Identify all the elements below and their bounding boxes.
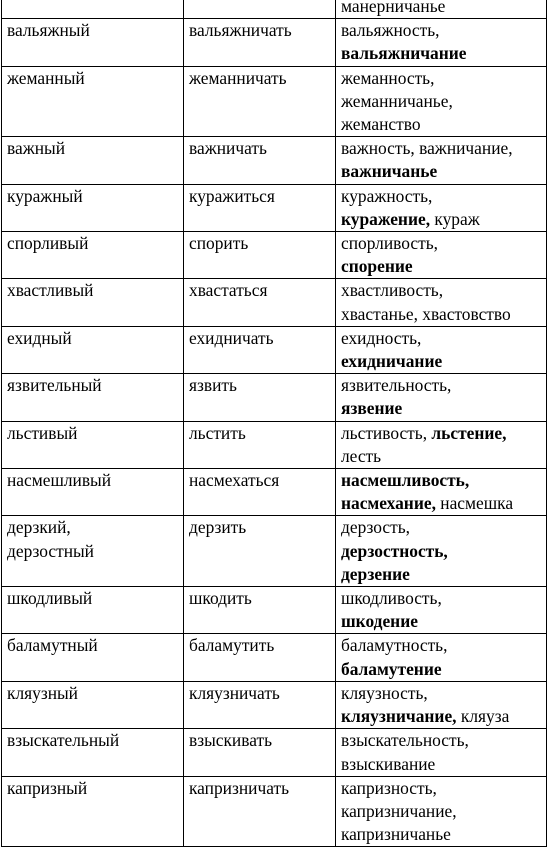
noun-line: [341, 350, 546, 373]
table-row: [2, 729, 547, 776]
verb-cell-line: жеманничать: [189, 67, 287, 88]
noun-line: [341, 587, 546, 610]
verb-cell: [184, 587, 336, 634]
verb-cell: [184, 634, 336, 681]
noun-line: [341, 563, 546, 586]
adjective-cell-line: язвительный: [7, 375, 102, 396]
adjective-cell-line: капризный: [7, 777, 88, 798]
noun-line: [341, 185, 546, 208]
table-row: [2, 587, 547, 634]
verb-cell-line: шкодить: [189, 588, 252, 609]
adjective-cell: [2, 279, 184, 326]
adjective-cell: [2, 137, 184, 184]
noun-bold: кляузничание,: [341, 706, 457, 727]
verb-cell-line: хвастаться: [189, 280, 268, 301]
verb-cell-line: баламутить: [189, 635, 275, 656]
noun-bold: насмешливость,: [341, 470, 470, 491]
noun-text: жеманничанье,: [341, 90, 453, 111]
noun-cell: [336, 66, 547, 137]
verb-cell-line: спорить: [189, 233, 249, 254]
noun-line: [341, 729, 546, 752]
verb-cell-line: куражиться: [189, 185, 275, 206]
noun-cell: [336, 19, 547, 66]
adjective-cell: [2, 66, 184, 137]
adjective-cell-line: ехидный: [7, 327, 72, 348]
noun-cell: [336, 729, 547, 776]
adjective-cell-line: баламутный: [7, 635, 98, 656]
adjective-cell-line: насмешливый: [7, 470, 112, 491]
noun-bold: куражение,: [341, 208, 431, 229]
noun-line: [341, 255, 546, 278]
noun-text: жеманство: [341, 114, 421, 135]
noun-cell: [336, 326, 547, 373]
verb-cell: [184, 0, 336, 19]
table-row: [2, 681, 547, 728]
noun-text: льстивость,: [341, 422, 432, 443]
noun-bold: насмехание,: [341, 493, 436, 514]
noun-line: [341, 800, 546, 823]
noun-line: [341, 90, 546, 113]
adjective-cell: [2, 232, 184, 279]
noun-bold: спорение: [341, 256, 413, 277]
verb-cell: [184, 326, 336, 373]
adjective-cell-line: дерзостный: [7, 540, 94, 561]
noun-line: [341, 232, 546, 255]
noun-bold: шкодение: [341, 611, 418, 632]
adjective-cell-line: шкодливый: [7, 588, 93, 609]
noun-line: [341, 303, 546, 326]
noun-text: лесть: [341, 445, 382, 466]
noun-line: [341, 208, 546, 231]
noun-text: куражность,: [341, 185, 433, 206]
noun-text: капризность,: [341, 777, 437, 798]
noun-text: язвительность,: [341, 375, 452, 396]
noun-cell: [336, 681, 547, 728]
adjective-cell: [2, 326, 184, 373]
adjective-cell: [2, 469, 184, 516]
adjective-cell: [2, 374, 184, 421]
table-row: [2, 326, 547, 373]
noun-cell: [336, 587, 547, 634]
verb-cell-line: ехидничать: [189, 327, 274, 348]
verb-cell: [184, 374, 336, 421]
verb-cell-line: вальяжничать: [189, 20, 292, 41]
noun-line: [341, 445, 546, 468]
table-row: [2, 137, 547, 184]
adjective-cell: [2, 634, 184, 681]
word-formation-table: [1, 0, 547, 847]
noun-cell: [336, 232, 547, 279]
adjective-cell: [2, 421, 184, 468]
noun-cell: [336, 137, 547, 184]
adjective-cell-line: дерзкий,: [7, 517, 71, 538]
noun-cell: [336, 421, 547, 468]
noun-cell: [336, 469, 547, 516]
adjective-cell-line: кляузный: [7, 682, 78, 703]
table-body: [2, 0, 547, 847]
adjective-cell-line: спорливый: [7, 233, 89, 254]
adjective-cell: [2, 0, 184, 19]
verb-cell-line: насмехаться: [189, 470, 280, 491]
noun-line: [341, 160, 546, 183]
noun-line: [341, 540, 546, 563]
noun-text: кляуза: [456, 706, 510, 727]
verb-cell: [184, 279, 336, 326]
table-row: [2, 232, 547, 279]
verb-cell: [184, 681, 336, 728]
noun-cell: [336, 516, 547, 587]
table-row: [2, 776, 547, 847]
adjective-cell-line: хвастливый: [7, 280, 94, 301]
table-row: [2, 66, 547, 137]
table-row: [2, 184, 547, 231]
adjective-cell: [2, 729, 184, 776]
noun-line: [341, 492, 546, 515]
noun-cell: [336, 184, 547, 231]
noun-line: [341, 469, 546, 492]
table-row: [2, 516, 547, 587]
verb-cell-line: дерзить: [189, 517, 247, 538]
noun-line: [341, 610, 546, 633]
noun-bold: льстение,: [431, 422, 507, 443]
noun-line: [341, 279, 546, 302]
adjective-cell-line: льстивый: [7, 422, 78, 443]
noun-text: ехидность,: [341, 327, 422, 348]
verb-cell: [184, 421, 336, 468]
noun-text: вальяжность,: [341, 20, 440, 41]
verb-cell: [184, 19, 336, 66]
noun-text: спорливость,: [341, 233, 438, 254]
table-row: [2, 421, 547, 468]
noun-line: [341, 327, 546, 350]
noun-text: хвастанье, хвастовство: [341, 303, 511, 324]
noun-text: капризничание,: [341, 800, 457, 821]
noun-line: [341, 374, 546, 397]
verb-cell: [184, 232, 336, 279]
noun-line: [341, 682, 546, 705]
table-row: [2, 469, 547, 516]
noun-text: важность, важничание,: [341, 138, 513, 159]
noun-line: [341, 516, 546, 539]
verb-cell: [184, 184, 336, 231]
verb-cell-line: льстить: [189, 422, 246, 443]
noun-bold: баламутение: [341, 658, 442, 679]
table-row: [2, 634, 547, 681]
adjective-cell: [2, 516, 184, 587]
adjective-cell: [2, 681, 184, 728]
noun-line: [341, 19, 546, 42]
noun-text: взыскивание: [341, 753, 436, 774]
noun-text: баламутность,: [341, 635, 448, 656]
noun-bold: дерзение: [341, 563, 410, 584]
verb-cell: [184, 469, 336, 516]
noun-text: насмешка: [435, 493, 514, 514]
noun-bold: вальяжничание: [341, 43, 467, 64]
noun-text: кляузность,: [341, 682, 428, 703]
noun-line: [341, 137, 546, 160]
adjective-cell-line: важный: [7, 138, 66, 159]
noun-text: манерничанье: [341, 0, 446, 16]
adjective-cell-line: вальяжный: [7, 20, 90, 41]
noun-cell: [336, 374, 547, 421]
noun-line: [341, 42, 546, 65]
verb-cell: [184, 729, 336, 776]
noun-line: [341, 113, 546, 136]
verb-cell-line: язвить: [189, 375, 237, 396]
noun-text: жеманность,: [341, 67, 435, 88]
adjective-cell-line: куражный: [7, 185, 83, 206]
noun-text: дерзость,: [341, 517, 410, 538]
noun-bold: важничанье: [341, 161, 438, 182]
noun-line: [341, 67, 546, 90]
noun-text: хвастливость,: [341, 280, 444, 301]
noun-text: шкодливость,: [341, 588, 442, 609]
verb-cell-line: взыскивать: [189, 730, 273, 751]
noun-text: взыскательность,: [341, 730, 469, 751]
noun-cell: [336, 0, 547, 19]
noun-bold: дерзостность,: [341, 540, 448, 561]
noun-line: [341, 705, 546, 728]
verb-cell: [184, 776, 336, 847]
noun-cell: [336, 634, 547, 681]
adjective-cell: [2, 184, 184, 231]
table-row: [2, 0, 547, 19]
verb-cell: [184, 516, 336, 587]
noun-line: [341, 0, 546, 18]
table-row: [2, 19, 547, 66]
noun-text: кураж: [430, 208, 480, 229]
noun-line: [341, 823, 546, 846]
noun-line: [341, 777, 546, 800]
adjective-cell-line: взыскательный: [7, 730, 120, 751]
verb-cell-line: важничать: [189, 138, 267, 159]
verb-cell-line: кляузничать: [189, 682, 280, 703]
adjective-cell: [2, 587, 184, 634]
noun-line: [341, 753, 546, 776]
verb-cell: [184, 137, 336, 184]
noun-cell: [336, 776, 547, 847]
noun-bold: ехидничание: [341, 351, 443, 372]
adjective-cell: [2, 776, 184, 847]
adjective-cell-line: жеманный: [7, 67, 85, 88]
noun-line: [341, 634, 546, 657]
adjective-cell: [2, 19, 184, 66]
noun-cell: [336, 279, 547, 326]
noun-text: капризничанье: [341, 824, 451, 845]
table-row: [2, 279, 547, 326]
noun-bold: язвение: [341, 398, 403, 419]
noun-line: [341, 422, 546, 445]
noun-line: [341, 397, 546, 420]
verb-cell: [184, 66, 336, 137]
table-row: [2, 374, 547, 421]
verb-cell-line: капризничать: [189, 777, 290, 798]
noun-line: [341, 658, 546, 681]
